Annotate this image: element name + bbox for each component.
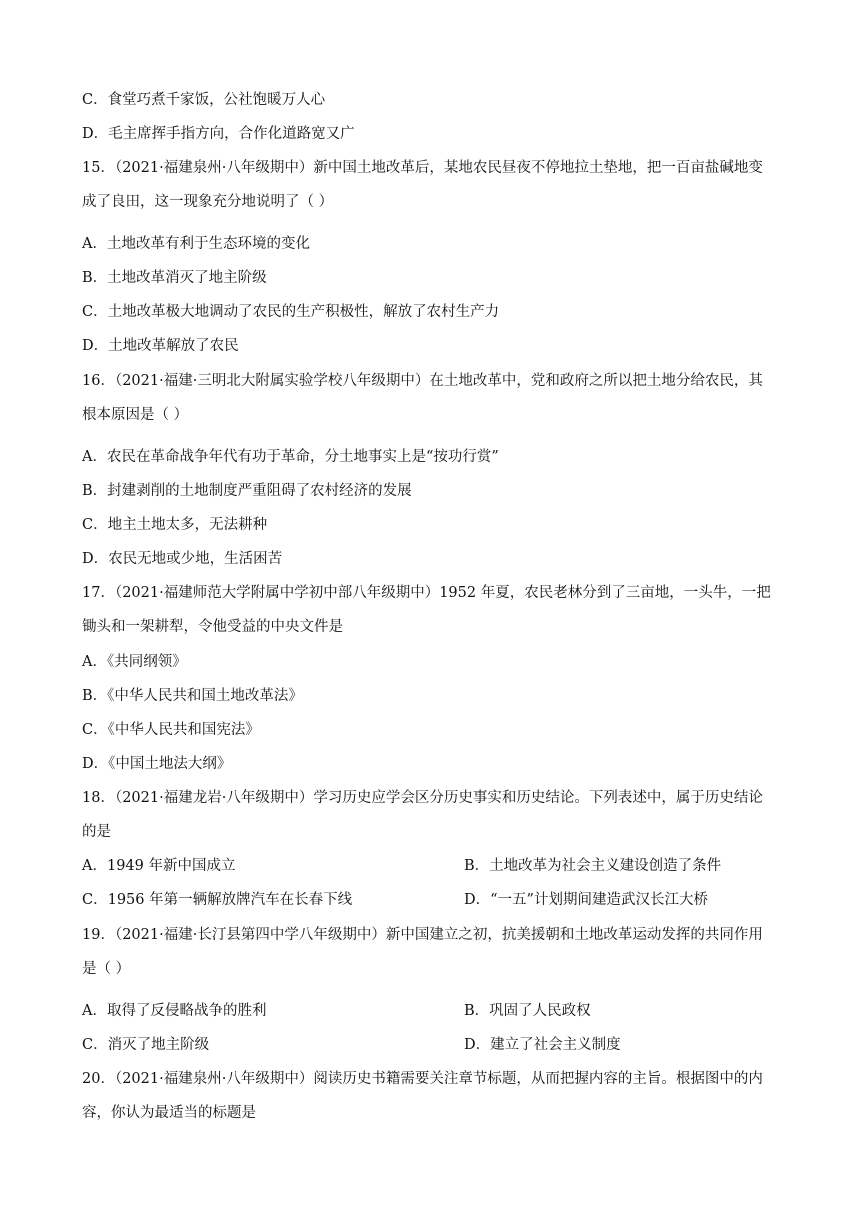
line-text: 15．（2021·福建泉州·八年级期中）新中国土地改革后，某地农民昼夜不停地拉土垫地，把一百亩盐碱地变 (82, 160, 763, 176)
text-line (82, 371, 763, 391)
line-text: 容，你认为最适当的标题是 (82, 1105, 256, 1121)
text-line (82, 856, 722, 876)
text-line (82, 336, 239, 356)
line-text: C．《中华人民共和国宪法》 (82, 722, 260, 738)
text-line (82, 959, 130, 979)
line-text: A．1949 年新中国成立 (82, 858, 236, 874)
text-line (82, 925, 763, 945)
line-text: C．消灭了地主阶级 (82, 1037, 210, 1053)
line-text: C．土地改革极大地调动了农民的生产积极性，解放了农村生产力 (82, 304, 500, 320)
option-right: D．建立了社会主义制度 (464, 1037, 621, 1053)
option-right: D．“一五”计划期间建造武汉长江大桥 (464, 892, 708, 908)
line-text: 的是 (82, 824, 111, 840)
line-text: 20．（2021·福建泉州·八年级期中）阅读历史书籍需要关注章节标题，从而把握内容的主旨。根据图中的内 (82, 1071, 763, 1087)
line-text: A．《共同纲领》 (82, 654, 187, 670)
line-text: B．封建剥削的土地制度严重阻碍了农村经济的发展 (82, 483, 412, 499)
text-line (82, 124, 355, 144)
line-text: D．土地改革解放了农民 (82, 338, 239, 354)
text-line (82, 1035, 621, 1055)
line-text: C．地主土地太多，无法耕种 (82, 517, 268, 533)
text-line (82, 1103, 256, 1123)
line-text: B．《中华人民共和国土地改革法》 (82, 688, 303, 704)
text-line (82, 268, 267, 288)
line-text: 17．（2021·福建师范大学附属中学初中部八年级期中）1952 年夏，农民老林分到了三亩地，一头牛，一把 (82, 585, 771, 601)
text-line (82, 652, 187, 672)
option-right: B．巩固了人民政权 (464, 1003, 591, 1019)
line-text: 是（ ） (82, 961, 131, 977)
line-text: A．农民在革命战争年代有功于革命，分土地事实上是“按功行赏” (82, 449, 499, 465)
text-line (82, 158, 763, 178)
line-text: C．食堂巧煮千家饭，公社饱暖万人心 (82, 92, 326, 108)
text-line (82, 686, 303, 706)
text-line (82, 447, 499, 467)
line-text: D．毛主席挥手指方向，合作化道路宽又广 (82, 126, 355, 142)
text-line (82, 583, 771, 603)
line-text: 成了良田，这一现象充分地说明了（ ） (82, 194, 334, 210)
text-line (82, 192, 333, 212)
line-text: 16．（2021·福建·三明北大附属实验学校八年级期中）在土地改革中，党和政府之所以把土地分给农民，其 (82, 373, 763, 389)
text-line (82, 617, 343, 637)
text-line (82, 788, 763, 808)
text-line (82, 234, 310, 254)
line-text: A．土地改革有利于生态环境的变化 (82, 236, 310, 252)
line-text: 锄头和一架耕犁，令他受益的中央文件是 (82, 619, 343, 635)
text-line (82, 90, 325, 110)
text-line (82, 302, 499, 322)
text-line (82, 405, 188, 425)
text-line (82, 822, 111, 842)
text-line (82, 754, 231, 774)
text-line (82, 1069, 763, 1089)
line-text: C．1956 年第一辆解放牌汽车在长春下线 (82, 892, 353, 908)
line-text: 根本原因是（ ） (82, 407, 189, 423)
line-text: D．《中国土地法大纲》 (82, 756, 232, 772)
line-text: 19．（2021·福建·长汀县第四中学八年级期中）新中国建立之初，抗美援朝和土地改革运动发挥的共同作用 (82, 927, 763, 943)
line-text: A．取得了反侵略战争的胜利 (82, 1003, 267, 1019)
text-line (82, 549, 282, 569)
option-right: B．土地改革为社会主义建设创造了条件 (464, 858, 722, 874)
line-text: D．农民无地或少地，生活困苦 (82, 551, 283, 567)
text-line (82, 720, 260, 740)
text-line (82, 1001, 591, 1021)
text-line (82, 515, 267, 535)
line-text: 18．（2021·福建龙岩·八年级期中）学习历史应学会区分历史事实和历史结论。下列表述中，属于历史结论 (82, 790, 763, 806)
text-line (82, 890, 708, 910)
line-text: B．土地改革消灭了地主阶级 (82, 270, 267, 286)
text-line (82, 481, 412, 501)
